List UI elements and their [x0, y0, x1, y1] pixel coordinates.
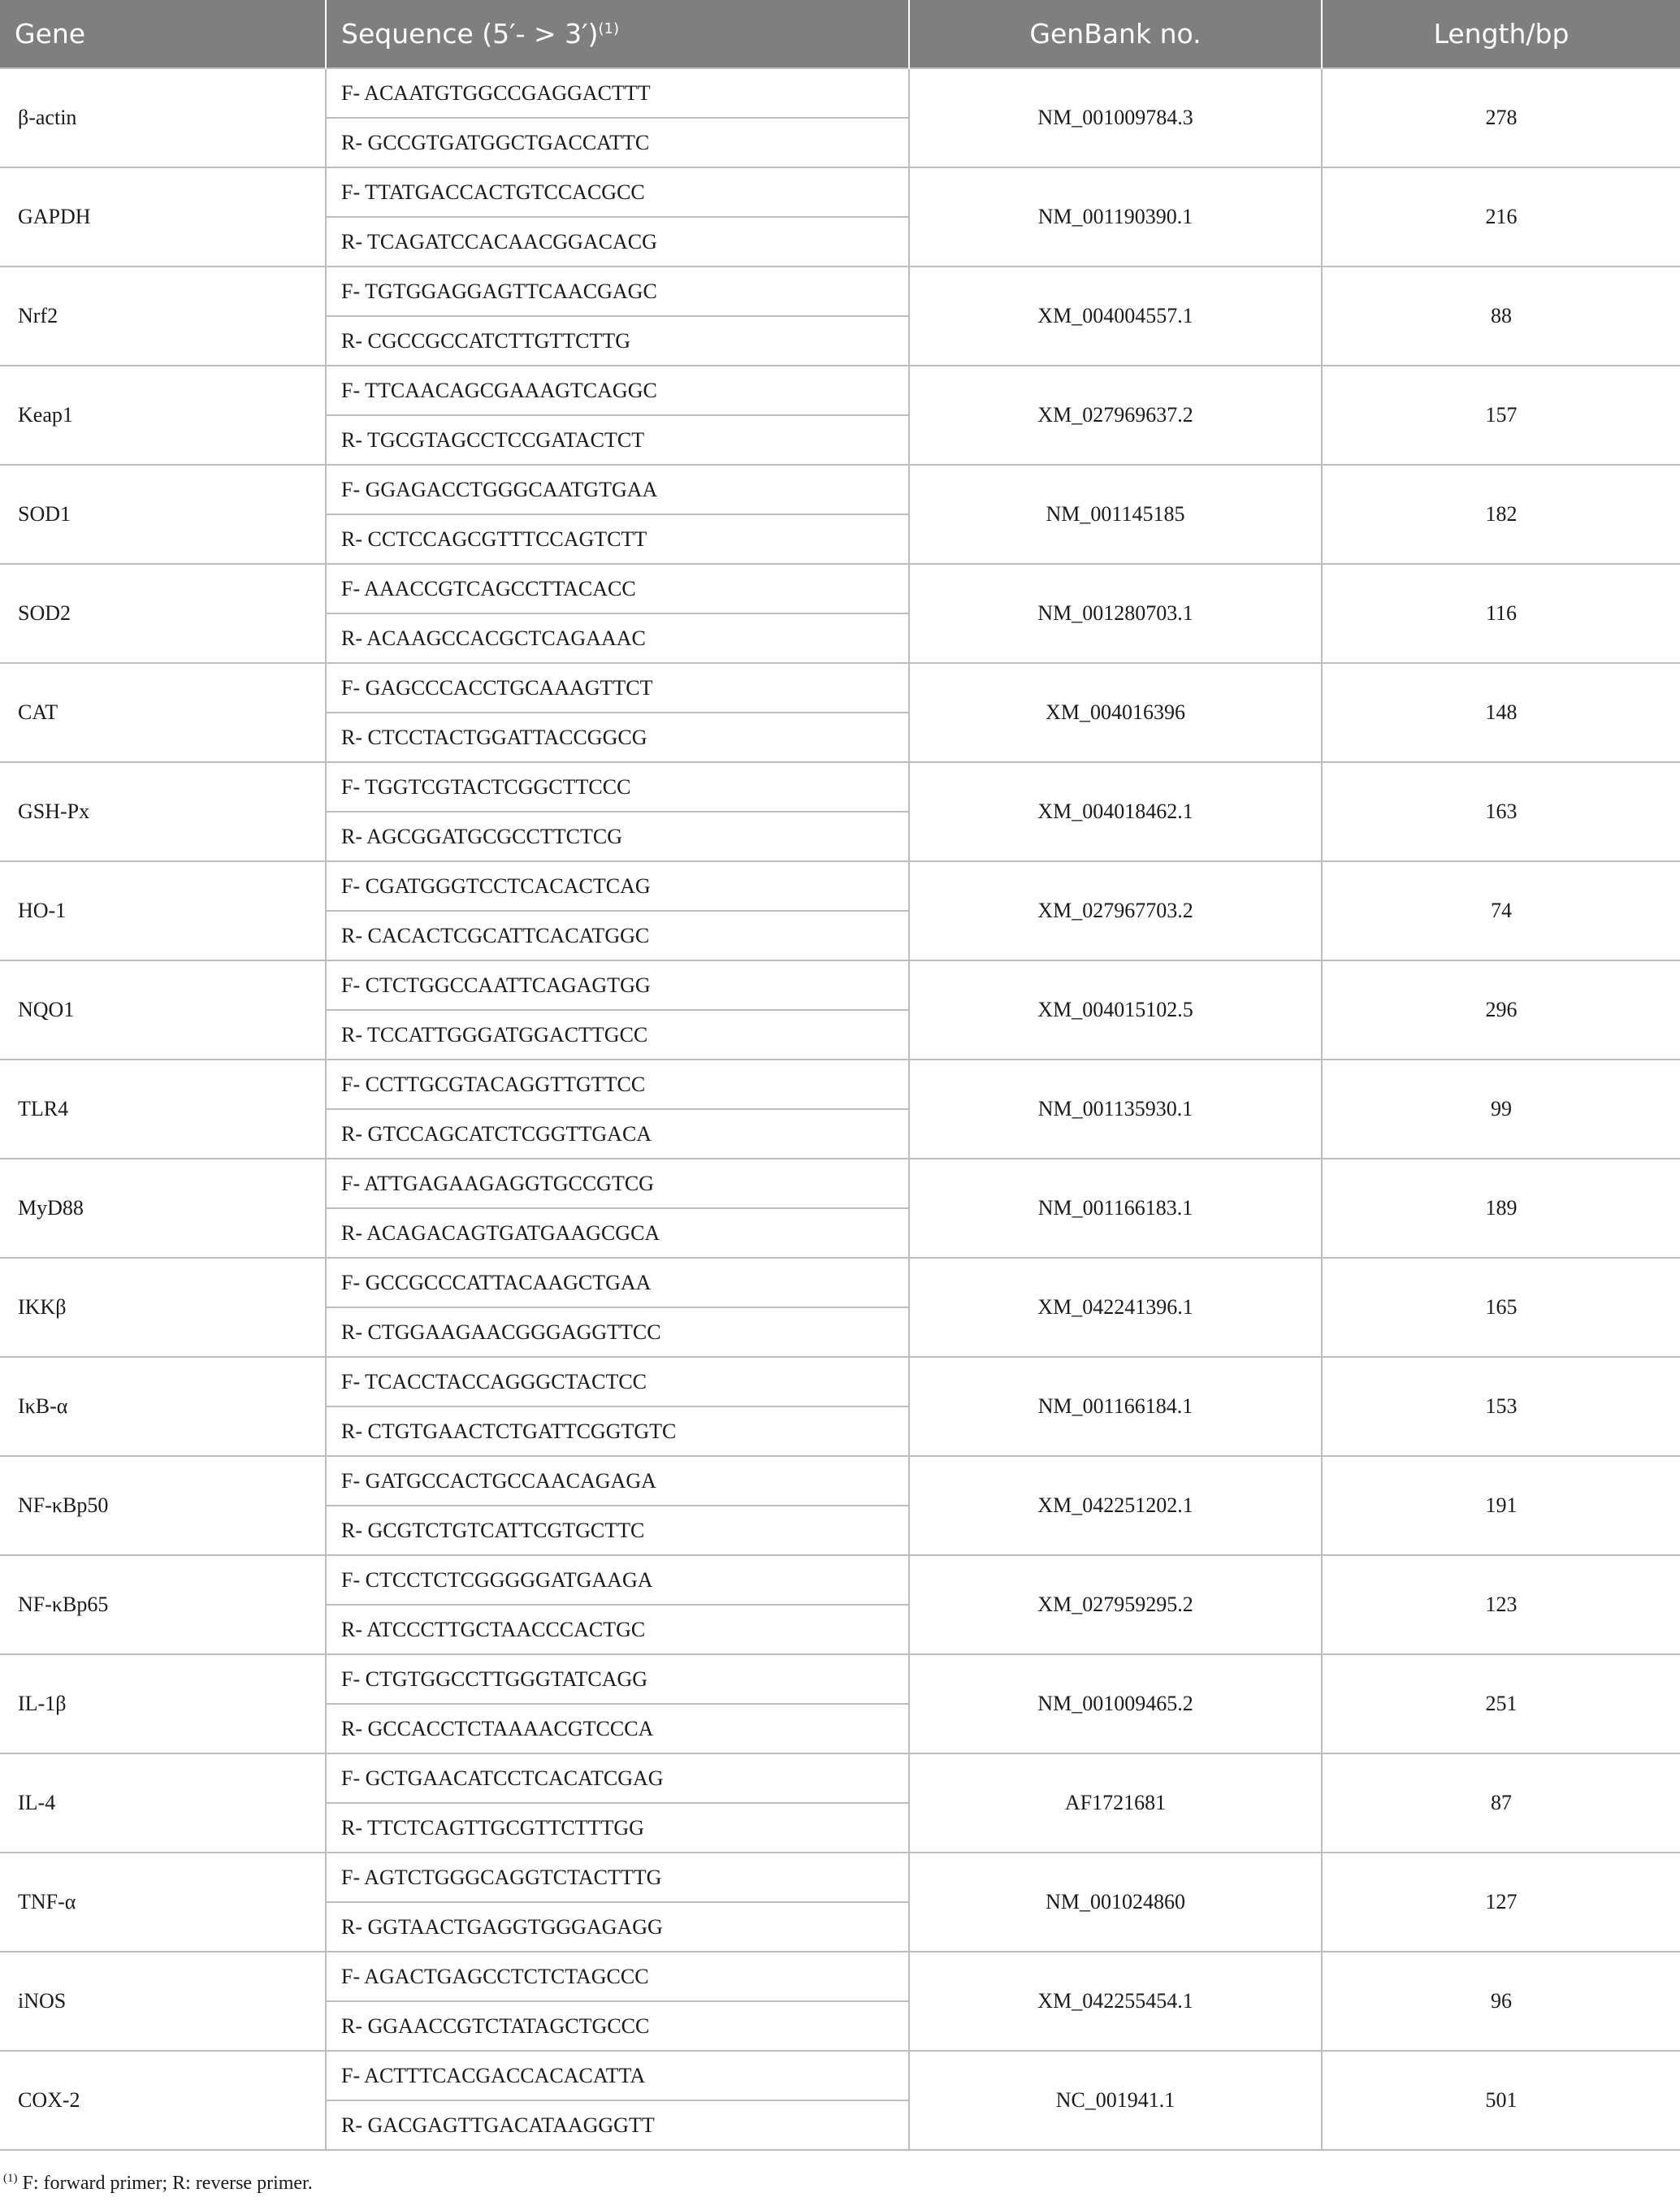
length-cell: 163 — [1322, 762, 1680, 861]
table-row — [0, 663, 1680, 713]
forward-primer-cell: F- CCTTGCGTACAGGTTGTTCC — [326, 1060, 909, 1109]
genbank-cell: NM_001009784.3 — [909, 68, 1322, 167]
genbank-cell: XM_027969637.2 — [909, 366, 1322, 465]
reverse-primer-cell: R- ACAGACAGTGATGAAGCGCA — [326, 1208, 909, 1258]
reverse-primer-cell: R- CGCCGCCATCTTGTTCTTG — [326, 316, 909, 366]
reverse-primer-cell: R- GCGTCTGTCATTCGTGCTTC — [326, 1506, 909, 1555]
table-header — [0, 0, 1680, 68]
reverse-primer-cell: R- CTGTGAACTCTGATTCGGTGTC — [326, 1406, 909, 1456]
length-cell: 157 — [1322, 366, 1680, 465]
table-row — [0, 267, 1680, 316]
forward-primer-cell: F- TCACCTACCAGGGCTACTCC — [326, 1357, 909, 1406]
header-sequence — [326, 0, 909, 68]
footnote — [3, 2173, 313, 2195]
length-cell: 74 — [1322, 861, 1680, 960]
forward-primer-cell: F- AGACTGAGCCTCTCTAGCCC — [326, 1952, 909, 2001]
reverse-primer-cell: R- GTCCAGCATCTCGGTTGACA — [326, 1109, 909, 1159]
gene-cell: Keap1 — [0, 366, 326, 465]
reverse-primer-cell: R- CTCCTACTGGATTACCGGCG — [326, 713, 909, 762]
forward-primer-cell: F- GATGCCACTGCCAACAGAGA — [326, 1456, 909, 1506]
genbank-cell: NM_001024860 — [909, 1853, 1322, 1952]
genbank-cell: NM_001009465.2 — [909, 1654, 1322, 1753]
forward-primer-cell: F- ACTTTCACGACCACACATTA — [326, 2051, 909, 2100]
table-row — [0, 1952, 1680, 2001]
table-body — [0, 68, 1680, 2150]
footnote-marker: (1) — [3, 2172, 18, 2185]
length-cell: 296 — [1322, 960, 1680, 1060]
table-row — [0, 564, 1680, 613]
length-cell: 96 — [1322, 1952, 1680, 2051]
table-row — [0, 1258, 1680, 1307]
genbank-cell: XM_042241396.1 — [909, 1258, 1322, 1357]
header-genbank: GenBank no. — [909, 0, 1322, 68]
length-cell: 251 — [1322, 1654, 1680, 1753]
reverse-primer-cell: R- GGTAACTGAGGTGGGAGAGG — [326, 1902, 909, 1952]
genbank-cell: NM_001145185 — [909, 465, 1322, 564]
length-cell: 88 — [1322, 267, 1680, 366]
table-row — [0, 68, 1680, 118]
forward-primer-cell: F- CTGTGGCCTTGGGTATCAGG — [326, 1654, 909, 1704]
gene-cell: TLR4 — [0, 1060, 326, 1159]
reverse-primer-cell: R- GCCGTGATGGCTGACCATTC — [326, 118, 909, 167]
reverse-primer-cell: R- TCCATTGGGATGGACTTGCC — [326, 1010, 909, 1060]
gene-cell: SOD1 — [0, 465, 326, 564]
genbank-cell: AF1721681 — [909, 1753, 1322, 1853]
forward-primer-cell: F- TTCAACAGCGAAAGTCAGGC — [326, 366, 909, 415]
length-cell: 153 — [1322, 1357, 1680, 1456]
forward-primer-cell: F- AGTCTGGGCAGGTCTACTTTG — [326, 1853, 909, 1902]
gene-cell: COX-2 — [0, 2051, 326, 2150]
gene-cell: GAPDH — [0, 167, 326, 267]
table-row — [0, 366, 1680, 415]
genbank-cell: XM_004015102.5 — [909, 960, 1322, 1060]
table-row — [0, 2051, 1680, 2100]
forward-primer-cell: F- TGTGGAGGAGTTCAACGAGC — [326, 267, 909, 316]
table-row — [0, 960, 1680, 1010]
genbank-cell: XM_042255454.1 — [909, 1952, 1322, 2051]
length-cell: 116 — [1322, 564, 1680, 663]
reverse-primer-cell: R- GACGAGTTGACATAAGGGTT — [326, 2100, 909, 2150]
table-row — [0, 1753, 1680, 1803]
reverse-primer-cell: R- GCCACCTCTAAAACGTCCCA — [326, 1704, 909, 1753]
table-row — [0, 1555, 1680, 1605]
genbank-cell: NM_001135930.1 — [909, 1060, 1322, 1159]
length-cell: 191 — [1322, 1456, 1680, 1555]
genbank-cell: XM_004018462.1 — [909, 762, 1322, 861]
table-row — [0, 1159, 1680, 1208]
gene-cell: CAT — [0, 663, 326, 762]
header-sequence-note: (1) — [598, 20, 620, 37]
footnote-text: F: forward primer; R: reverse primer. — [17, 2173, 313, 2194]
table-row — [0, 1357, 1680, 1406]
reverse-primer-cell: R- CACACTCGCATTCACATGGC — [326, 911, 909, 960]
forward-primer-cell: F- GCCGCCCATTACAAGCTGAA — [326, 1258, 909, 1307]
table-row — [0, 861, 1680, 911]
forward-primer-cell: F- CTCTGGCCAATTCAGAGTGG — [326, 960, 909, 1010]
forward-primer-cell: F- TTATGACCACTGTCCACGCC — [326, 167, 909, 217]
genbank-cell: XM_004004557.1 — [909, 267, 1322, 366]
header-row — [0, 0, 1680, 68]
table-row — [0, 1060, 1680, 1109]
header-length: Length/bp — [1322, 0, 1680, 68]
gene-cell: IL-1β — [0, 1654, 326, 1753]
reverse-primer-cell: R- ATCCCTTGCTAACCCACTGC — [326, 1605, 909, 1654]
length-cell: 148 — [1322, 663, 1680, 762]
table-row — [0, 762, 1680, 812]
reverse-primer-cell: R- ACAAGCCACGCTCAGAAAC — [326, 613, 909, 663]
table-row — [0, 167, 1680, 217]
genbank-cell: XM_027959295.2 — [909, 1555, 1322, 1654]
forward-primer-cell: F- TGGTCGTACTCGGCTTCCC — [326, 762, 909, 812]
forward-primer-cell: F- GCTGAACATCCTCACATCGAG — [326, 1753, 909, 1803]
gene-cell: TNF-α — [0, 1853, 326, 1952]
length-cell: 501 — [1322, 2051, 1680, 2150]
length-cell: 87 — [1322, 1753, 1680, 1853]
forward-primer-cell: F- GGAGACCTGGGCAATGTGAA — [326, 465, 909, 514]
gene-cell: iNOS — [0, 1952, 326, 2051]
gene-cell: Nrf2 — [0, 267, 326, 366]
forward-primer-cell: F- GAGCCCACCTGCAAAGTTCT — [326, 663, 909, 713]
reverse-primer-cell: R- TCAGATCCACAACGGACACG — [326, 217, 909, 267]
reverse-primer-cell: R- GGAACCGTCTATAGCTGCCC — [326, 2001, 909, 2051]
forward-primer-cell: F- ATTGAGAAGAGGTGCCGTCG — [326, 1159, 909, 1208]
reverse-primer-cell: R- AGCGGATGCGCCTTCTCG — [326, 812, 909, 861]
reverse-primer-cell: R- TTCTCAGTTGCGTTCTTTGG — [326, 1803, 909, 1853]
gene-cell: NF-κBp65 — [0, 1555, 326, 1654]
genbank-cell: NM_001280703.1 — [909, 564, 1322, 663]
header-sequence-label: Sequence (5′- > 3′) — [341, 18, 599, 50]
length-cell: 189 — [1322, 1159, 1680, 1258]
genbank-cell: XM_042251202.1 — [909, 1456, 1322, 1555]
gene-cell: IKKβ — [0, 1258, 326, 1357]
gene-cell: SOD2 — [0, 564, 326, 663]
reverse-primer-cell: R- TGCGTAGCCTCCGATACTCT — [326, 415, 909, 465]
table-row — [0, 465, 1680, 514]
forward-primer-cell: F- AAACCGTCAGCCTTACACC — [326, 564, 909, 613]
length-cell: 278 — [1322, 68, 1680, 167]
gene-cell: β-actin — [0, 68, 326, 167]
length-cell: 216 — [1322, 167, 1680, 267]
gene-cell: HO-1 — [0, 861, 326, 960]
reverse-primer-cell: R- CCTCCAGCGTTTCCAGTCTT — [326, 514, 909, 564]
table-row — [0, 1456, 1680, 1506]
table-row — [0, 1853, 1680, 1902]
gene-cell: NF-κBp50 — [0, 1456, 326, 1555]
header-gene: Gene — [0, 0, 326, 68]
forward-primer-cell: F- ACAATGTGGCCGAGGACTTT — [326, 68, 909, 118]
gene-cell: MyD88 — [0, 1159, 326, 1258]
gene-cell: GSH-Px — [0, 762, 326, 861]
length-cell: 127 — [1322, 1853, 1680, 1952]
length-cell: 182 — [1322, 465, 1680, 564]
length-cell: 165 — [1322, 1258, 1680, 1357]
gene-cell: IL-4 — [0, 1753, 326, 1853]
genbank-cell: NC_001941.1 — [909, 2051, 1322, 2150]
forward-primer-cell: F- CGATGGGTCCTCACACTCAG — [326, 861, 909, 911]
reverse-primer-cell: R- CTGGAAGAACGGGAGGTTCC — [326, 1307, 909, 1357]
length-cell: 123 — [1322, 1555, 1680, 1654]
genbank-cell: NM_001166183.1 — [909, 1159, 1322, 1258]
genbank-cell: XM_027967703.2 — [909, 861, 1322, 960]
genbank-cell: NM_001190390.1 — [909, 167, 1322, 267]
genbank-cell: NM_001166184.1 — [909, 1357, 1322, 1456]
gene-cell: IκB-α — [0, 1357, 326, 1456]
gene-cell: NQO1 — [0, 960, 326, 1060]
length-cell: 99 — [1322, 1060, 1680, 1159]
forward-primer-cell: F- CTCCTCTCGGGGGATGAAGA — [326, 1555, 909, 1605]
genbank-cell: XM_004016396 — [909, 663, 1322, 762]
table-row — [0, 1654, 1680, 1704]
